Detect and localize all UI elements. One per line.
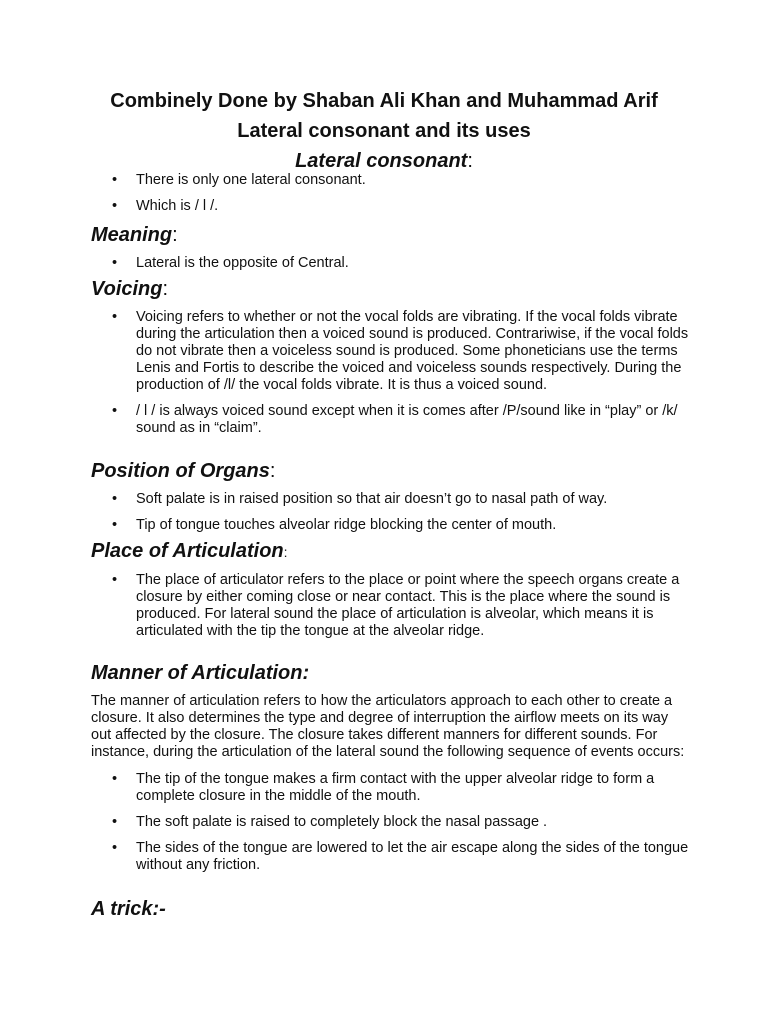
lateral-bullet-list <box>91 172 691 215</box>
list-item <box>91 309 691 394</box>
list-item-text: The place of articulator refers to the place or point where the speech organs create a closure by either coming close or near contact. This is the place where the sound is produced. For lateral sound the place of articulation is alveolar, which means it is articulated with the tip the tongue at the alveolar ridge. <box>136 572 680 639</box>
bullet-icon: • <box>112 771 118 787</box>
place-bullet-list <box>91 572 691 640</box>
list-item <box>91 572 691 640</box>
document-subtitle: Lateral consonant and its uses <box>237 120 531 142</box>
manner-heading: Manner of Articulation: <box>91 662 310 684</box>
bullet-icon: • <box>112 491 118 507</box>
list-item <box>91 491 691 508</box>
position-bullet-list <box>91 491 691 534</box>
list-item-text: Lateral is the opposite of Central. <box>136 255 349 271</box>
lateral-consonant-heading-text: Lateral consonant <box>295 150 468 172</box>
title-block <box>0 86 768 176</box>
list-item-text: The sides of the tongue are lowered to let the air escape along the sides of the tongue without any friction. <box>136 840 689 873</box>
heading-colon: : <box>269 460 276 482</box>
place-heading <box>91 538 691 565</box>
list-item <box>91 198 691 215</box>
list-item-text: There is only one lateral consonant. <box>136 172 366 188</box>
manner-paragraph: The manner of articulation refers to how the articulators approach to each other to create a closure. It also determines the type and degree of interruption the airflow meets on its way out affected by the closure. The closure takes different manners for different sounds. For instance, during the articulation of the lateral sound the following sequence of events occurs: <box>91 693 685 760</box>
meaning-heading <box>91 222 691 248</box>
place-heading-text: Place of Articulation <box>91 540 284 562</box>
list-item-text: The tip of the tongue makes a firm contact with the upper alveolar ridge to form a complete closure in the middle of the mouth. <box>136 771 655 804</box>
heading-colon: : <box>283 544 288 560</box>
heading-colon: : <box>172 224 178 246</box>
list-item <box>91 814 691 831</box>
list-item <box>91 403 691 437</box>
list-item <box>91 840 691 874</box>
voicing-bullet-list <box>91 309 691 437</box>
manner-bullet-list <box>91 771 691 874</box>
voicing-heading <box>91 276 691 302</box>
trick-section <box>91 896 691 922</box>
voicing-section <box>91 276 691 446</box>
bullet-icon: • <box>112 255 118 271</box>
bullet-icon: • <box>112 840 118 856</box>
list-item-text: The soft palate is raised to completely block the nasal passage . <box>136 814 548 830</box>
document-title: Combinely Done by Shaban Ali Khan and Muhammad Arif <box>110 90 658 112</box>
list-item-text: Which is / l /. <box>136 198 219 214</box>
list-item <box>91 771 691 805</box>
list-item <box>91 255 691 272</box>
position-heading-text: Position of Organs <box>91 460 270 482</box>
list-item-text: Tip of tongue touches alveolar ridge blocking the center of mouth. <box>136 517 557 533</box>
bullet-icon: • <box>112 309 118 325</box>
manner-section <box>91 660 691 883</box>
bullet-icon: • <box>112 814 118 830</box>
list-item <box>91 172 691 189</box>
bullet-icon: • <box>112 198 118 214</box>
bullet-icon: • <box>112 517 118 533</box>
meaning-section <box>91 222 691 281</box>
voicing-heading-text: Voicing <box>91 278 163 300</box>
bullet-icon: • <box>112 572 118 588</box>
list-item-text: Soft palate is in raised position so that air doesn’t go to nasal path of way. <box>136 491 608 507</box>
list-item-text: / l / is always voiced sound except when it is comes after /P/sound like in “play” or /k/ sound as in “claim”. <box>136 403 678 436</box>
heading-colon: : <box>467 150 473 172</box>
heading-colon: : <box>162 278 169 300</box>
place-section <box>91 538 691 649</box>
list-item-text: Voicing refers to whether or not the vocal folds are vibrating. If the vocal folds vibrate during the articulation then a voiced sound is produced. Contrariwise, if the vocal folds do not vibrate then a voiceless sound is produced. Some phoneticians use the terms Lenis and Fortis to describe the voiced and voiceless sounds respectively. During the production of /l/ the vocal folds vibrate. It is thus a voiced sound. <box>136 309 689 393</box>
list-item <box>91 517 691 534</box>
trick-heading: A trick:- <box>91 898 166 920</box>
meaning-bullet-list <box>91 255 691 272</box>
lateral-section <box>91 172 691 224</box>
bullet-icon: • <box>112 172 118 188</box>
bullet-icon: • <box>112 403 118 419</box>
position-heading <box>91 458 691 484</box>
position-section <box>91 458 691 543</box>
meaning-heading-text: Meaning <box>91 224 173 246</box>
